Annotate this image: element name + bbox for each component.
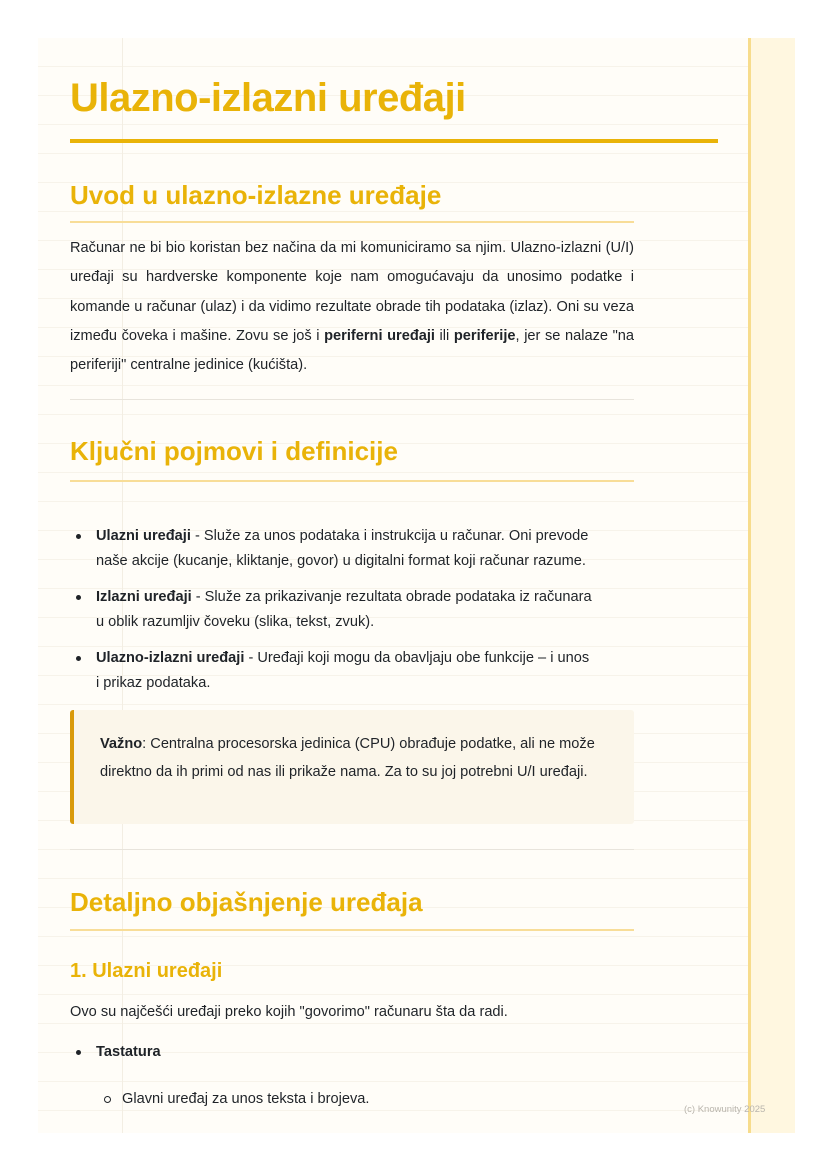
section-heading-details: Detaljno objašnjenje uređaja: [70, 887, 423, 917]
definition: - Uređaji koji mogu da obavljaju obe funkcije – i unos i prikaz podataka.: [96, 650, 590, 691]
term: Izlazni uređaji: [96, 589, 192, 605]
callout-label: Važno: [100, 736, 143, 752]
device-name: Tastatura: [96, 1044, 161, 1060]
definition: - Služe za prikazivanje rezultata obrade podataka iz računara u oblik razumljiv čoveku (slika, tekst, zvuk).: [96, 589, 592, 630]
term: Ulazno-izlazni uređaji: [96, 650, 245, 666]
devices-list: [70, 1040, 596, 1077]
text: ili: [434, 327, 454, 344]
section-heading-intro: Uvod u ulazno-izlazne uređaje: [70, 180, 442, 210]
sub-list-item: Glavni uređaj za unos teksta i brojeva.: [96, 1091, 369, 1107]
bold-text: periferni uređaji: [324, 327, 435, 344]
intro-paragraph: [70, 234, 634, 380]
heading-underline: [70, 929, 634, 931]
sub-list: [96, 1091, 369, 1107]
subheading-input-devices: 1. Ulazni uređaji: [70, 960, 223, 982]
list-item: [70, 524, 596, 573]
side-strip: [748, 38, 795, 1133]
term: Ulazni uređaji: [96, 528, 191, 544]
divider: [70, 399, 634, 400]
details-intro: Ovo su najčešći uređaji preko kojih "govorimo" računaru šta da radi.: [70, 1004, 508, 1020]
heading-underline: [70, 221, 634, 223]
list-item: [70, 585, 596, 634]
page-title: Ulazno-izlazni uređaji: [70, 76, 466, 120]
footer-copyright: (c) Knowunity 2025: [684, 1104, 766, 1115]
callout-text: : Centralna procesorska jedinica (CPU) obrađuje podatke, ali ne može direktno da ih primi od nas ili prikaže nama. Za to su joj potrebni U/I uređaji.: [100, 736, 595, 780]
title-rule: [70, 139, 718, 143]
text: , jer se nalaze "na periferiji" centralne jedinice (kućišta).: [70, 327, 635, 374]
list-item: [70, 1040, 596, 1065]
definition: - Služe za unos podataka i instrukcija u računar. Oni prevode naše akcije (kucanje, kliktanje, govor) u digitalni format koji računar razume.: [96, 528, 589, 569]
important-callout: [70, 710, 634, 824]
heading-underline: [70, 480, 634, 482]
bold-text: periferije: [453, 327, 516, 344]
terms-list: [70, 524, 596, 707]
divider: [70, 849, 634, 850]
section-heading-terms: Ključni pojmovi i definicije: [70, 436, 398, 466]
list-item: [70, 646, 596, 695]
text: Računar ne bi bio koristan bez načina da mi komuniciramo sa njim. Ulazno-izlazni (U/I) uređaji su hardverske komponente koje nam omogućavaju da unosimo podatke i komande u računar (ulaz) i da vidimo rezultate obrade tih podataka (izlaz). Oni su veza između čoveka i mašine. Zovu se još i: [70, 240, 634, 344]
